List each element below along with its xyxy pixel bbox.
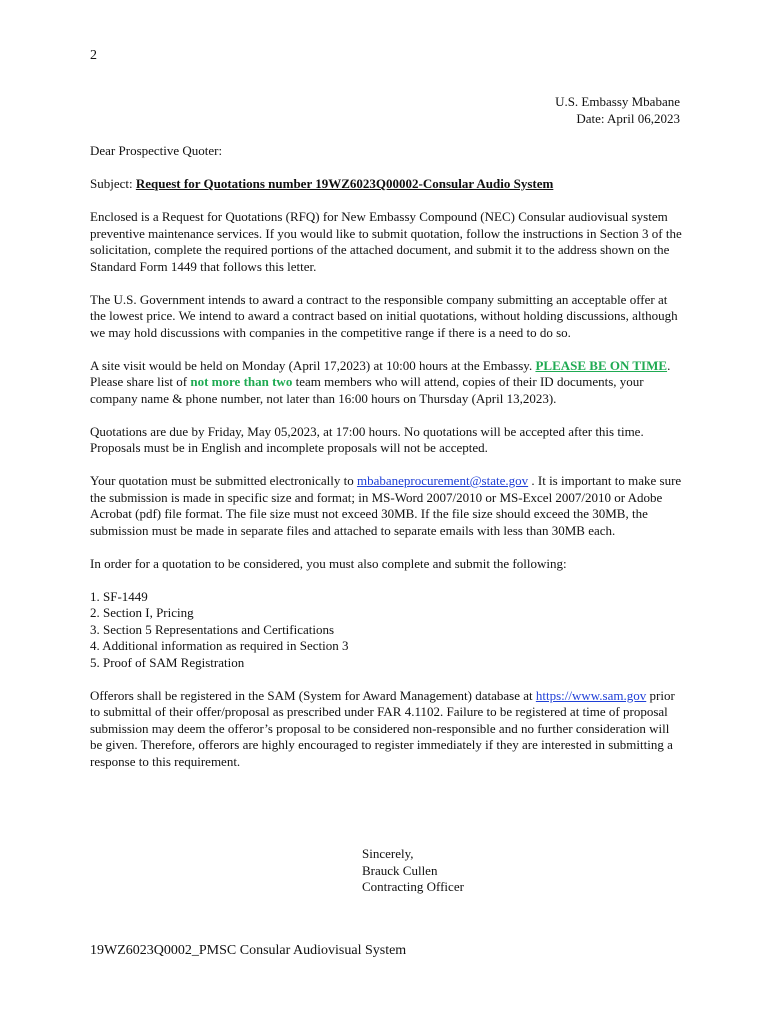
letter-header [555, 94, 680, 127]
closing: Sincerely, [362, 846, 414, 861]
be-on-time-emphasis: PLEASE BE ON TIME [535, 357, 668, 373]
salutation: Dear Prospective Quoter: [90, 143, 223, 158]
document-footer: 19WZ6023Q0002_PMSC Consular Audiovisual System [90, 943, 407, 958]
signer-title: Contracting Officer [362, 879, 464, 894]
list-item: 2. Section I, Pricing [90, 605, 194, 620]
list-item: 1. SF-1449 [90, 588, 148, 604]
procurement-email-link[interactable]: mbabaneprocurement@state.gov [356, 473, 529, 488]
letter-date: Date: April 06,2023 [576, 110, 680, 126]
page-number: 2 [90, 48, 97, 63]
paragraph-submission [90, 473, 682, 539]
paragraph-site-visit [90, 358, 682, 408]
site-visit-text-3: team members who will attend, copies of their ID documents, your company name & phone number, not later than 16:00 hours on Thursday (April 13,2023). [90, 374, 644, 406]
paragraph-rfq-intro: Enclosed is a Request for Quotations (RFQ) for New Embassy Compound (NEC) Consular audiovisual system preventive maintenance services. If you would like to submit quotation, follow the instructions in Section 3 of the solicitation, complete the required portions of the attached document, and submit it to the address shown on the Standard Form 1449 that follows this letter. [90, 209, 682, 274]
list-item: 3. Section 5 Representations and Certifications [90, 621, 335, 637]
list-item: 4. Additional information as required in Section 3 [90, 638, 349, 653]
site-visit-text: A site visit would be held on Monday (April 17,2023) at 10:00 hours at the Embassy. [90, 357, 536, 373]
team-limit-emphasis: not more than two [190, 374, 293, 389]
subject-prefix: Subject: [90, 176, 136, 191]
sam-gov-link[interactable]: https://www.sam.gov [535, 687, 647, 703]
submission-text-2: . It is important to make sure the submission is made in specific size and format; in MS-Word 2007/2010 or MS-Excel 2007/2010 or Adobe Acrobat (pdf) file format. The file size must not exceed 30MB. If the file size should exceed the 30MB, the submission must be made in separate files and attached to separate emails with less than 30MB each. [90, 473, 682, 538]
paragraph-award-intent: The U.S. Government intends to award a contract to the responsible company submitting an acceptable offer at the lowest price. We intend to award a contract based on initial quotations, without holding discussions, although we may hold discussions with companies in the competitive range if there is a need to do so. [90, 291, 678, 340]
signature-block [362, 846, 464, 896]
signer-name: Brauck Cullen [362, 862, 438, 878]
paragraph-sam-registration [90, 688, 682, 771]
requirements-list [90, 589, 682, 672]
subject-title: Request for Quotations number 19WZ6023Q00002-Consular Audio System [135, 176, 554, 191]
sender-name: U.S. Embassy Mbabane [555, 94, 680, 109]
list-item: 5. Proof of SAM Registration [90, 654, 245, 670]
paragraph-due-date: Quotations are due by Friday, May 05,2023, at 17:00 hours. No quotations will be accepted after this time. Proposals must be in English and incomplete proposals will not be accepted. [90, 423, 644, 455]
subject-line [90, 176, 682, 193]
site-visit-text-2: . Please share list of [90, 357, 671, 389]
sam-text-2: prior to submittal of their offer/proposal as prescribed under FAR 4.1102. Failure to be registered at time of proposal submission may deem the offeror’s proposal to be considered non-responsible and no further consideration will be given. Therefore, offerors are highly encouraged to register immediately if they are interested in submitting a response to this requirement. [90, 687, 675, 769]
submission-text: Your quotation must be submitted electronically to [90, 473, 357, 488]
paragraph-requirements-intro: In order for a quotation to be considered, you must also complete and submit the following: [90, 555, 567, 571]
sam-text: Offerors shall be registered in the SAM (System for Award Management) database at [90, 687, 536, 703]
letter-body [90, 143, 682, 787]
